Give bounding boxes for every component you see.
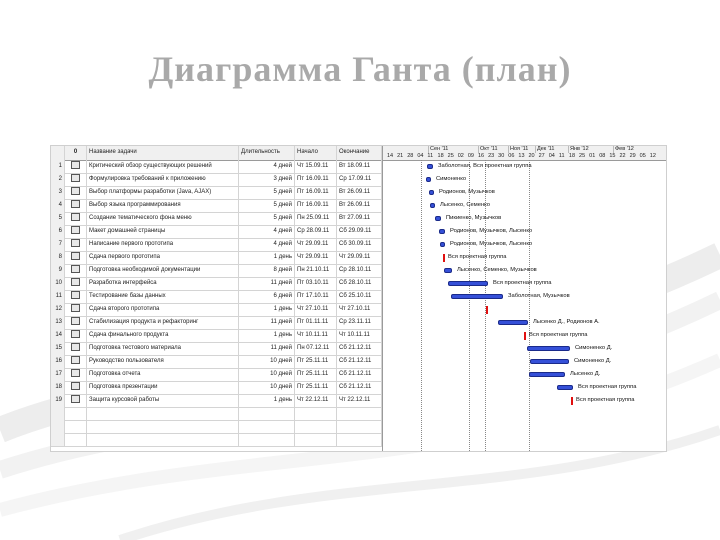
- row-number: 7: [51, 238, 65, 251]
- timeline-week-label: 05: [639, 153, 646, 159]
- table-row[interactable]: [51, 368, 382, 382]
- table-row[interactable]: [51, 329, 382, 343]
- gantt-resource-label: Родионов, Музычков, Лысенко: [450, 241, 533, 247]
- slide-title: Диаграмма Ганта (план): [148, 49, 572, 89]
- task-duration: 1 день: [239, 394, 295, 407]
- gantt-resource-label: Родионов, Музычков: [439, 189, 495, 195]
- task-finish: Сб 30.09.11: [337, 238, 382, 251]
- table-row[interactable]: [51, 394, 382, 408]
- task-start: Ср 28.09.11: [295, 225, 337, 238]
- table-row[interactable]: [51, 355, 382, 369]
- task-info-icon: [65, 264, 87, 277]
- gantt-bar[interactable]: [439, 229, 445, 234]
- header-num: [51, 146, 65, 160]
- empty-cell[interactable]: [239, 433, 295, 446]
- task-finish: Вт 18.09.11: [337, 160, 382, 173]
- task-note-icon[interactable]: [71, 395, 80, 403]
- timeline-week-label: 25: [579, 153, 586, 159]
- task-duration: 1 день: [239, 303, 295, 316]
- empty-cell[interactable]: [337, 420, 382, 433]
- empty-cell[interactable]: [239, 420, 295, 433]
- task-info-icon: [65, 290, 87, 303]
- task-info-icon: [65, 394, 87, 407]
- header-duration[interactable]: Длительность: [239, 146, 295, 160]
- task-finish: Вт 26.09.11: [337, 199, 382, 212]
- task-info-icon: [65, 186, 87, 199]
- table-row[interactable]: [51, 225, 382, 239]
- task-info-icon: [65, 173, 87, 186]
- empty-cell[interactable]: [65, 407, 87, 420]
- task-note-icon[interactable]: [71, 187, 80, 195]
- timeline-week-label: 20: [528, 153, 535, 159]
- table-header: [51, 146, 382, 161]
- timeline-weeks: [383, 153, 666, 161]
- timeline-divider: [478, 146, 479, 153]
- task-info-icon: [65, 225, 87, 238]
- task-note-icon[interactable]: [71, 382, 80, 390]
- task-start: Пт 25.11.11: [295, 381, 337, 394]
- task-finish: Чт 10.11.11: [337, 329, 382, 342]
- task-info-icon: [65, 368, 87, 381]
- row-number: 18: [51, 381, 65, 394]
- timeline-gridline: [529, 160, 530, 451]
- task-info-icon: [65, 316, 87, 329]
- task-info-icon: [65, 381, 87, 394]
- empty-cell[interactable]: [295, 407, 337, 420]
- task-finish: Ср 17.09.11: [337, 173, 382, 186]
- timeline-week-label: 21: [397, 153, 404, 159]
- task-start: Чт 15.09.11: [295, 160, 337, 173]
- table-row[interactable]: [51, 186, 382, 200]
- gantt-resource-label: Вся проектная группа: [493, 280, 552, 286]
- row-number: 13: [51, 316, 65, 329]
- task-info-icon: [65, 277, 87, 290]
- task-finish: Сб 21.12.11: [337, 342, 382, 355]
- task-name: Защита курсовой работы: [87, 394, 239, 407]
- task-note-icon[interactable]: [71, 226, 80, 234]
- task-duration: 4 дней: [239, 160, 295, 173]
- timeline-week-label: 16: [477, 153, 485, 159]
- gantt-view[interactable]: [50, 145, 667, 452]
- timeline-week-label: 02: [457, 153, 464, 159]
- gantt-bar[interactable]: [498, 320, 528, 325]
- task-note-icon[interactable]: [71, 161, 80, 169]
- task-note-icon[interactable]: [71, 304, 80, 312]
- gantt-resource-label: Вся проектная группа: [578, 384, 637, 390]
- gantt-milestone[interactable]: [524, 332, 526, 340]
- timeline-month-label: Сен '11: [430, 146, 449, 152]
- timeline-week-label: 06: [508, 153, 515, 159]
- gantt-milestone[interactable]: [571, 397, 573, 405]
- task-finish: Чт 29.09.11: [337, 251, 382, 264]
- empty-cell[interactable]: [295, 420, 337, 433]
- task-info-icon: [65, 355, 87, 368]
- table-row[interactable]: [51, 173, 382, 187]
- empty-cell[interactable]: [87, 407, 239, 420]
- task-duration: 5 дней: [239, 212, 295, 225]
- gantt-bar[interactable]: [448, 281, 488, 286]
- task-duration: 1 день: [239, 329, 295, 342]
- task-info-icon: [65, 342, 87, 355]
- task-note-icon[interactable]: [71, 213, 80, 221]
- task-finish: Вт 27.09.11: [337, 212, 382, 225]
- row-number: 10: [51, 277, 65, 290]
- timeline-divider: [428, 146, 429, 153]
- task-duration: 10 дней: [239, 381, 295, 394]
- gantt-milestone[interactable]: [486, 306, 488, 314]
- header-finish[interactable]: Окончание: [337, 146, 382, 160]
- row-number: 4: [51, 199, 65, 212]
- empty-cell[interactable]: [51, 407, 65, 420]
- task-name: Подготовка необходимой документации: [87, 264, 239, 277]
- timeline-week-label: 08: [599, 153, 606, 159]
- row-number: 12: [51, 303, 65, 316]
- task-name: Написание первого прототипа: [87, 238, 239, 251]
- task-start: Пн 07.12.11: [295, 342, 337, 355]
- task-name: Стабилизация продукта и рефакторинг: [87, 316, 239, 329]
- task-start: Пн 21.10.11: [295, 264, 337, 277]
- task-note-icon[interactable]: [71, 174, 80, 182]
- timeline-week-label: 09: [467, 153, 474, 159]
- task-duration: 4 дней: [239, 238, 295, 251]
- empty-cell[interactable]: [51, 433, 65, 446]
- task-name: Подготовка тестового материала: [87, 342, 239, 355]
- task-start: Чт 29.09.11: [295, 251, 337, 264]
- task-note-icon[interactable]: [71, 239, 80, 247]
- task-duration: 11 дней: [239, 342, 295, 355]
- timeline-divider: [508, 146, 509, 153]
- timeline-week-label: 22: [619, 153, 626, 159]
- timeline-week-label: 04: [417, 153, 424, 159]
- task-duration: 5 дней: [239, 186, 295, 199]
- timeline-week-label: 12: [649, 153, 656, 159]
- gantt-bar[interactable]: [429, 190, 434, 195]
- gantt-bar[interactable]: [451, 294, 503, 299]
- task-duration: 10 дней: [239, 355, 295, 368]
- gantt-resource-label: Родионов, Музычков, Лысенко: [450, 228, 533, 234]
- task-name: Руководство пользователя: [87, 355, 239, 368]
- timeline-week-label: 15: [609, 153, 616, 159]
- timeline-month-label: Янв '12: [570, 146, 589, 152]
- gantt-bar[interactable]: [444, 268, 452, 273]
- timeline-week-label: 27: [538, 153, 545, 159]
- empty-row[interactable]: [51, 433, 382, 447]
- task-name: Сдача финального продукта: [87, 329, 239, 342]
- task-finish: Сб 21.12.11: [337, 381, 382, 394]
- timeline-month-label: Ноя '11: [510, 146, 529, 152]
- empty-cell[interactable]: [65, 420, 87, 433]
- task-info-icon: [65, 160, 87, 173]
- table-row[interactable]: [51, 212, 382, 226]
- gantt-resource-label: Вся проектная группа: [576, 397, 635, 403]
- task-note-icon[interactable]: [71, 278, 80, 286]
- gantt-bar[interactable]: [440, 242, 445, 247]
- task-name: Критический обзор существующих решений: [87, 160, 239, 173]
- row-number: 8: [51, 251, 65, 264]
- task-finish: Чт 22.12.11: [337, 394, 382, 407]
- task-info-icon: [65, 199, 87, 212]
- gantt-resource-label: Вся проектная группа: [448, 254, 507, 260]
- task-name: Подготовка отчета: [87, 368, 239, 381]
- timeline-week-label: 11: [427, 153, 434, 159]
- gantt-resource-label: Симоненко Д.: [575, 345, 613, 351]
- row-number: 5: [51, 212, 65, 225]
- task-duration: 5 дней: [239, 199, 295, 212]
- task-start: Пн 25.09.11: [295, 212, 337, 225]
- timeline-gridline: [421, 160, 422, 451]
- table-row[interactable]: [51, 199, 382, 213]
- gantt-resource-label: Лысенко, Семенко, Музычков: [457, 267, 537, 273]
- gantt-resource-label: Вся проектная группа: [529, 332, 588, 338]
- row-number: 19: [51, 394, 65, 407]
- task-note-icon[interactable]: [71, 330, 80, 338]
- task-name: Тестирование базы данных: [87, 290, 239, 303]
- task-note-icon[interactable]: [71, 291, 80, 299]
- empty-cell[interactable]: [337, 433, 382, 446]
- gantt-bar[interactable]: [527, 346, 570, 351]
- timeline-week-label: 14: [387, 153, 394, 159]
- table-row[interactable]: [51, 342, 382, 356]
- timeline-week-label: 04: [548, 153, 555, 159]
- table-row[interactable]: [51, 238, 382, 252]
- gantt-bar[interactable]: [435, 216, 441, 221]
- row-number: 3: [51, 186, 65, 199]
- gantt-resource-label: Пикиенко, Музычков: [446, 215, 502, 221]
- timeline-month-label: Дек '11: [537, 146, 555, 152]
- row-number: 11: [51, 290, 65, 303]
- empty-cell[interactable]: [87, 420, 239, 433]
- task-duration: 3 дней: [239, 173, 295, 186]
- task-start: Чт 10.11.11: [295, 329, 337, 342]
- table-row[interactable]: [51, 277, 382, 291]
- task-start: Чт 27.10.11: [295, 303, 337, 316]
- empty-cell[interactable]: [87, 433, 239, 446]
- gantt-resource-label: Симоненко: [436, 176, 467, 182]
- gantt-bar[interactable]: [427, 164, 433, 169]
- task-name: Формулировка требований к приложению: [87, 173, 239, 186]
- task-name: Сдача первого прототипа: [87, 251, 239, 264]
- task-start: Пт 25.11.11: [295, 368, 337, 381]
- gantt-resource-label: Заболотная, Музычков: [508, 293, 570, 299]
- task-duration: 4 дней: [239, 225, 295, 238]
- timeline-week-label: 01: [589, 153, 596, 159]
- gantt-resource-label: Симоненко Д.: [574, 358, 612, 364]
- task-name: Подготовка презентации: [87, 381, 239, 394]
- table-row[interactable]: [51, 160, 382, 174]
- timeline-week-label: 29: [629, 153, 636, 159]
- task-finish: Сб 21.12.11: [337, 355, 382, 368]
- timeline-divider: [613, 146, 614, 153]
- table-row[interactable]: [51, 316, 382, 330]
- task-note-icon[interactable]: [71, 317, 80, 325]
- table-row[interactable]: [51, 303, 382, 317]
- empty-cell[interactable]: [65, 433, 87, 446]
- task-name: Разработка интерфейса: [87, 277, 239, 290]
- gantt-milestone[interactable]: [443, 254, 445, 262]
- row-number: 17: [51, 368, 65, 381]
- empty-cell[interactable]: [337, 407, 382, 420]
- task-info-icon: [65, 251, 87, 264]
- gantt-resource-label: Лысенко Д., Родионов А.: [533, 319, 600, 325]
- empty-cell[interactable]: [51, 420, 65, 433]
- header-start[interactable]: Начало: [295, 146, 337, 160]
- task-info-icon: [65, 329, 87, 342]
- task-name: Выбор платформы разработки (Java, AJAX): [87, 186, 239, 199]
- task-name: Создание тематического фона меню: [87, 212, 239, 225]
- gantt-resource-label: Лысенко Д.: [570, 371, 601, 377]
- task-name: Сдача второго прототипа: [87, 303, 239, 316]
- gantt-bar[interactable]: [430, 203, 435, 208]
- table-row[interactable]: [51, 264, 382, 278]
- task-note-icon[interactable]: [71, 252, 80, 260]
- task-note-icon[interactable]: [71, 343, 80, 351]
- task-info-icon: [65, 212, 87, 225]
- task-start: Пт 25.11.11: [295, 355, 337, 368]
- task-table[interactable]: [51, 146, 383, 451]
- task-start: Пт 03.10.11: [295, 277, 337, 290]
- task-start: Пт 17.10.11: [295, 290, 337, 303]
- task-name: Макет домашней страницы: [87, 225, 239, 238]
- timeline-week-label: 30: [498, 153, 505, 159]
- row-number: 9: [51, 264, 65, 277]
- task-start: Пт 16.09.11: [295, 199, 337, 212]
- row-number: 16: [51, 355, 65, 368]
- gantt-chart-area[interactable]: [383, 146, 666, 451]
- task-note-icon[interactable]: [71, 200, 80, 208]
- gantt-resource-label: Заболотная, Вся проектная группа: [438, 163, 532, 169]
- table-row[interactable]: [51, 251, 382, 265]
- empty-row[interactable]: [51, 407, 382, 421]
- timeline-week-label: 18: [437, 153, 444, 159]
- empty-cell[interactable]: [295, 433, 337, 446]
- empty-cell[interactable]: [239, 407, 295, 420]
- gantt-bar[interactable]: [557, 385, 573, 390]
- task-start: Чт 29.09.11: [295, 238, 337, 251]
- row-number: 1: [51, 160, 65, 173]
- task-start: Пт 16.09.11: [295, 186, 337, 199]
- task-finish: Сб 21.12.11: [337, 368, 382, 381]
- row-number: 2: [51, 173, 65, 186]
- header-info-icon[interactable]: 0: [65, 146, 87, 160]
- task-note-icon[interactable]: [71, 369, 80, 377]
- task-info-icon: [65, 238, 87, 251]
- timeline-week-label: 11: [558, 153, 565, 159]
- timeline-divider: [568, 146, 569, 153]
- gantt-bar[interactable]: [426, 177, 431, 182]
- task-finish: Вт 26.09.11: [337, 186, 382, 199]
- task-finish: Сб 28.10.11: [337, 277, 382, 290]
- task-duration: 10 дней: [239, 368, 295, 381]
- timeline-week-label: 18: [568, 153, 576, 159]
- timeline-divider: [535, 146, 536, 153]
- task-finish: Ср 23.11.11: [337, 316, 382, 329]
- row-number: 14: [51, 329, 65, 342]
- timeline-week-label: 13: [518, 153, 525, 159]
- task-start: Пт 16.09.11: [295, 173, 337, 186]
- row-number: 15: [51, 342, 65, 355]
- task-start: Пт 01.11.11: [295, 316, 337, 329]
- task-finish: Сб 25.10.11: [337, 290, 382, 303]
- task-duration: 11 дней: [239, 277, 295, 290]
- timeline-week-label: 23: [488, 153, 495, 159]
- task-note-icon[interactable]: [71, 265, 80, 273]
- task-info-icon: [65, 303, 87, 316]
- table-row[interactable]: [51, 290, 382, 304]
- task-finish: Чт 27.10.11: [337, 303, 382, 316]
- row-number: 6: [51, 225, 65, 238]
- task-name: Выбор языка программирования: [87, 199, 239, 212]
- timeline-week-label: 25: [447, 153, 454, 159]
- task-note-icon[interactable]: [71, 356, 80, 364]
- table-row[interactable]: [51, 381, 382, 395]
- task-duration: 6 дней: [239, 290, 295, 303]
- timeline-week-label: 28: [407, 153, 414, 159]
- timeline-month-label: Фев '12: [615, 146, 634, 152]
- task-start: Чт 22.12.11: [295, 394, 337, 407]
- header-task-name[interactable]: Название задачи: [87, 146, 239, 160]
- timeline-month-label: Окт '11: [480, 146, 498, 152]
- task-duration: 11 дней: [239, 316, 295, 329]
- gantt-bar[interactable]: [529, 372, 565, 377]
- gantt-resource-label: Лысенко, Семенко: [440, 202, 490, 208]
- task-duration: 8 дней: [239, 264, 295, 277]
- task-duration: 1 день: [239, 251, 295, 264]
- task-finish: Ср 28.10.11: [337, 264, 382, 277]
- task-finish: Сб 29.09.11: [337, 225, 382, 238]
- empty-row[interactable]: [51, 420, 382, 434]
- gantt-bar[interactable]: [530, 359, 569, 364]
